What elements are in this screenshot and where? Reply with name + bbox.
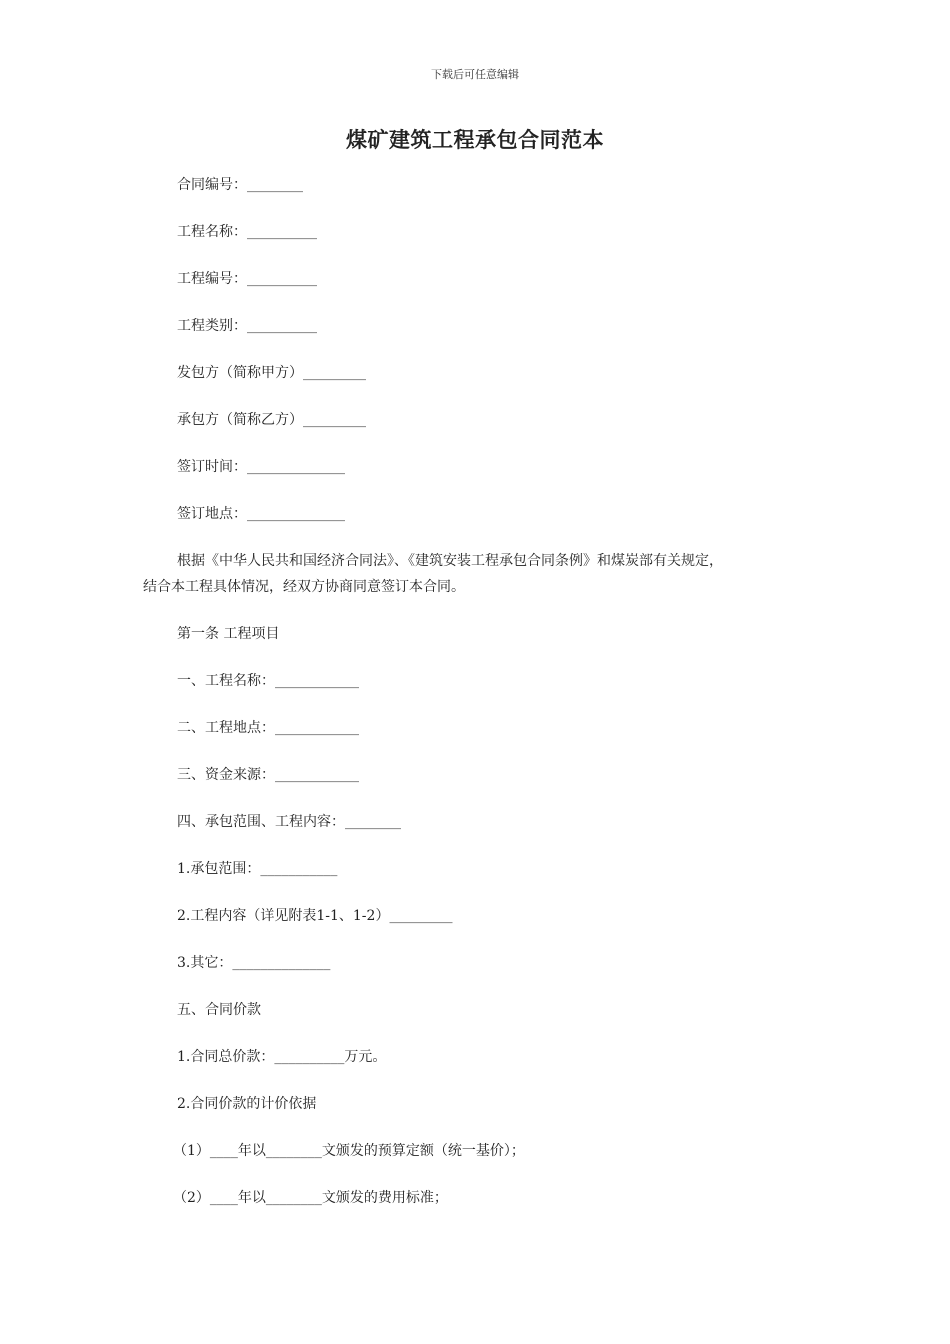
field-signing-place: 签订地点：______________ [177,506,345,522]
field-project-name: 工程名称：__________ [177,224,317,240]
preamble-line-1: 根据《中华人民共和国经济合同法》、《建筑安装工程承包合同条例》和煤炭部有关规定， [177,553,723,569]
clause-item-project-name: 一、工程名称：____________ [177,673,359,689]
clause-item-contract-price: 五、合同价款 [177,1002,261,1018]
document-title: 煤矿建筑工程承包合同范本 [346,127,604,152]
clause-subitem-total-price: 1.合同总价款：__________万元。 [177,1049,387,1065]
clause-subitem-pricing-basis: 2.合同价款的计价依据 [177,1096,317,1112]
field-project-number: 工程编号：__________ [177,271,317,287]
clause-subitem-other: 3.其它：______________ [177,955,331,971]
clause-item-funding-source: 三、资金来源：____________ [177,767,359,783]
document-body [143,172,807,1232]
field-contractor: 承包方（简称乙方）_________ [177,412,366,428]
field-signing-time: 签订时间：______________ [177,459,345,475]
clause-heading-1: 第一条 工程项目 [177,626,280,642]
field-employer: 发包方（简称甲方）_________ [177,365,366,381]
field-contract-number: 合同编号：________ [177,177,303,193]
clause-subitem-scope: 1.承包范围：___________ [177,861,338,877]
clause-basis-quota: （1）____年以________文颁发的预算定额（统一基价）； [173,1143,525,1159]
header-note: 下载后可任意编辑 [431,68,519,81]
clause-basis-fee-standard: （2）____年以________文颁发的费用标准； [173,1190,448,1206]
preamble-line-2: 结合本工程具体情况，经双方协商同意签订本合同。 [143,579,465,595]
clause-item-project-location: 二、工程地点：____________ [177,720,359,736]
clause-subitem-content: 2.工程内容（详见附表1-1、1-2）_________ [177,908,453,924]
clause-item-scope-content: 四、承包范围、工程内容：________ [177,814,401,830]
field-project-category: 工程类别：__________ [177,318,317,334]
preamble-paragraph [143,548,807,600]
